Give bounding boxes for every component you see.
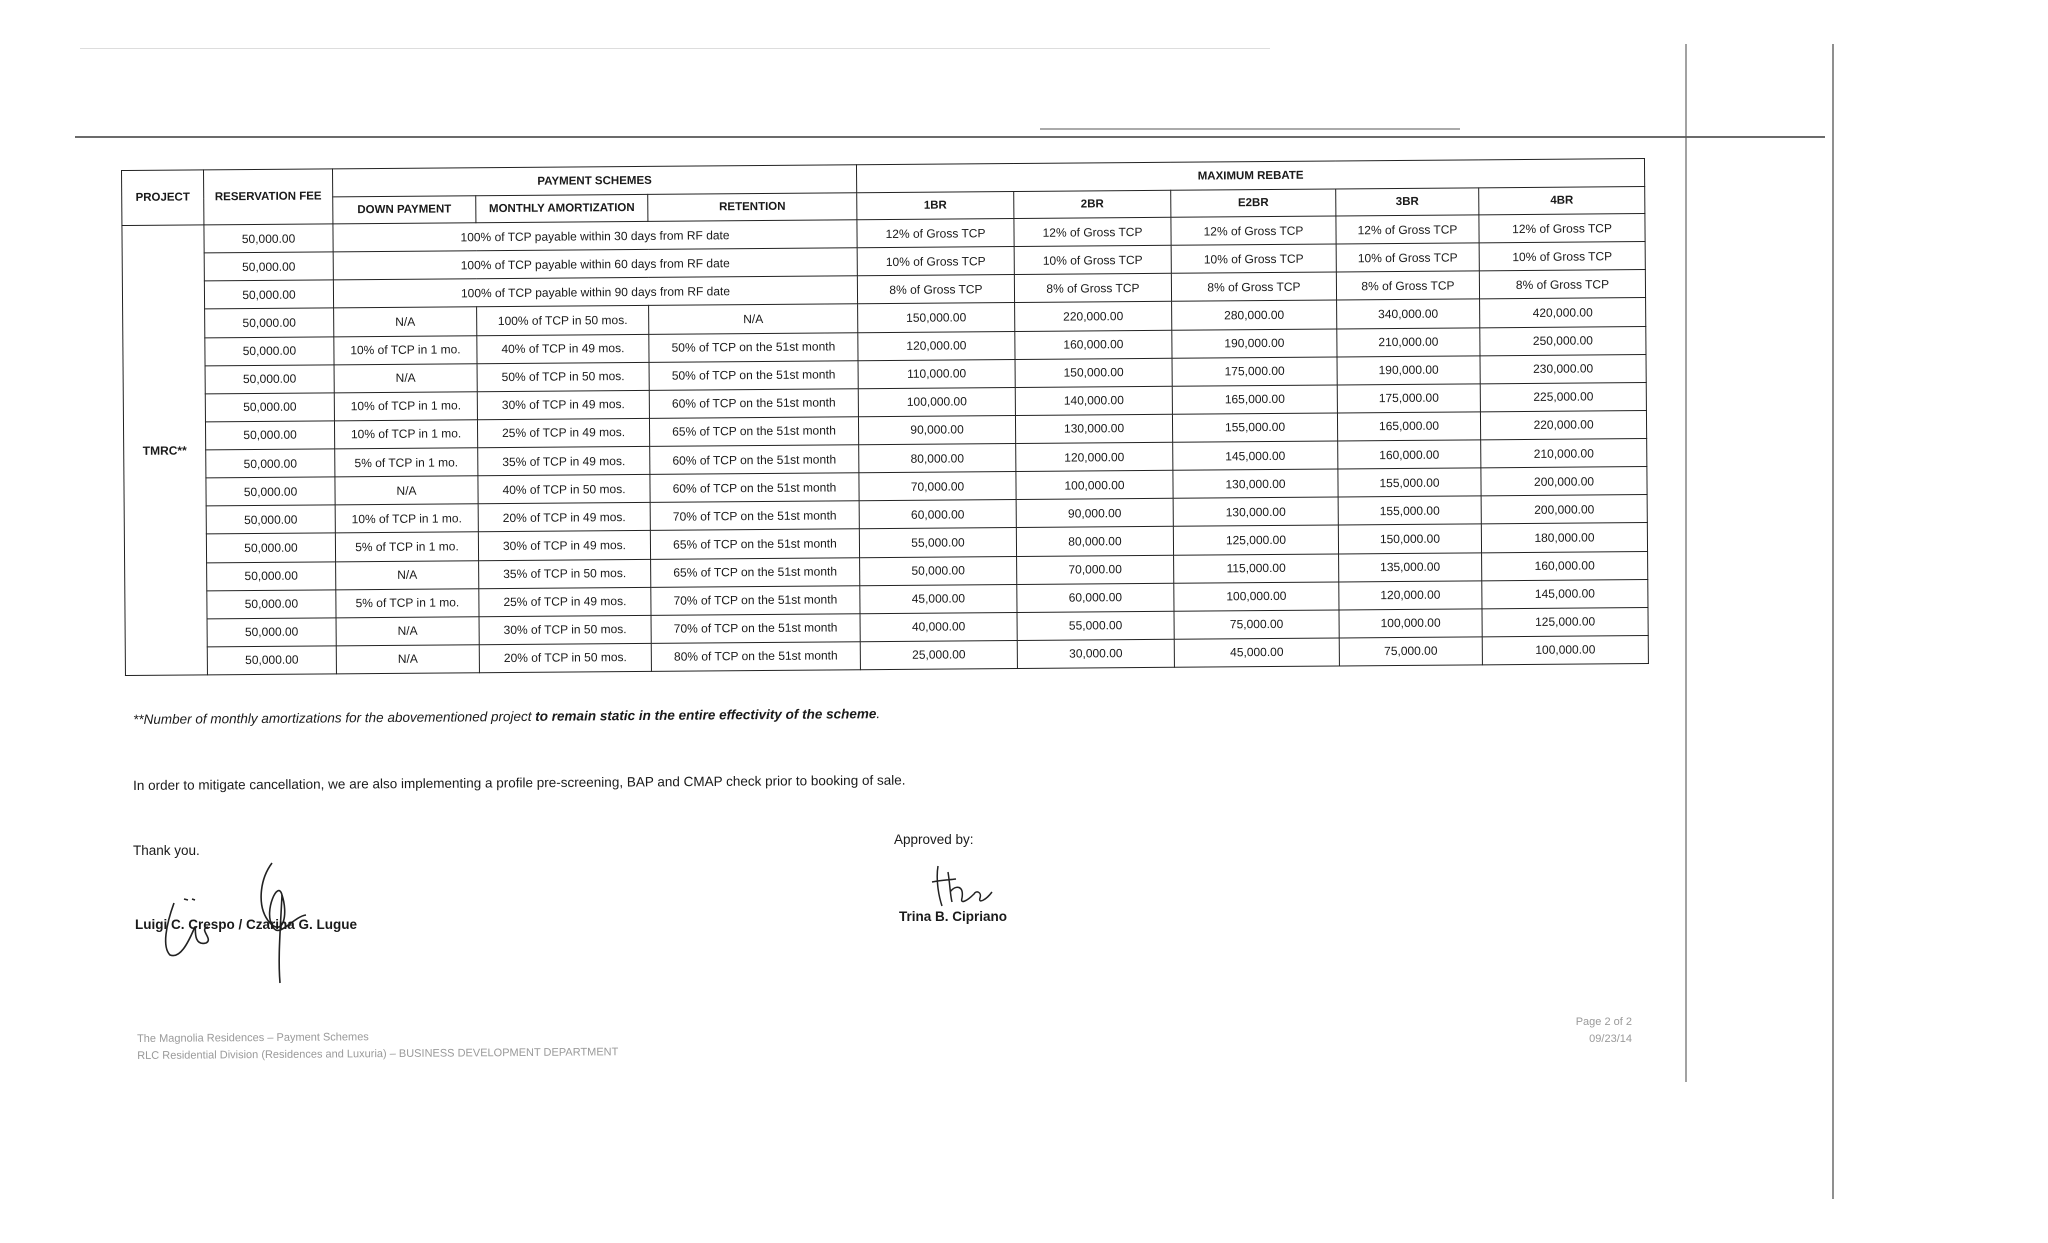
retention-cell: 70% of TCP on the 51st month [651,585,860,615]
reservation-fee-cell: 50,000.00 [206,449,335,478]
down-payment-cell: 10% of TCP in 1 mo. [334,420,477,449]
rebate-cell: 8% of Gross TCP [1336,271,1479,300]
rebate-cell: 145,000.00 [1482,579,1648,608]
project-header: PROJECT [122,170,204,226]
amortization-cell: 100% of TCP in 50 mos. [477,306,649,335]
reservation-fee-cell: 50,000.00 [205,336,334,365]
rebate-cell: 225,000.00 [1480,382,1646,411]
rebate-cell: 145,000.00 [1173,441,1338,470]
payment-schemes-table-wrap [121,158,1648,676]
rebate-cell: 155,000.00 [1172,413,1337,442]
rebate-cell: 10% of Gross TCP [1336,243,1479,272]
reservation-fee-cell: 50,000.00 [207,589,336,618]
retention-cell: 60% of TCP on the 51st month [649,388,858,418]
retention-cell: 50% of TCP on the 51st month [649,360,858,390]
reservation-fee-header: RESERVATION FEE [204,169,333,225]
note-suffix: . [876,706,881,722]
rebate-cell: 175,000.00 [1337,384,1480,413]
reservation-fee-cell: 50,000.00 [205,393,334,422]
rebate-cell: 60,000.00 [859,500,1016,529]
rebate-cell: 130,000.00 [1015,414,1172,443]
rebate-cell: 250,000.00 [1480,326,1646,355]
rebate-cell: 80,000.00 [1016,527,1173,556]
document-date: 09/23/14 [1589,1033,1632,1045]
rebate-cell: 125,000.00 [1173,525,1338,554]
unit-header-1br: 1BR [857,191,1014,219]
footer-line-1: The Magnolia Residences – Payment Schemes [137,1031,369,1045]
footer-line-2: RLC Residential Division (Residences and Luxuria) – BUSINESS DEVELOPMENT DEPARTMENT [137,1046,619,1062]
rebate-cell: 230,000.00 [1480,354,1646,383]
rebate-cell: 120,000.00 [858,331,1015,360]
reservation-fee-cell: 50,000.00 [204,224,333,253]
rebate-cell: 220,000.00 [1480,410,1646,439]
retention-cell: 70% of TCP on the 51st month [651,613,860,643]
rebate-cell: 8% of Gross TCP [1171,272,1336,301]
rebate-cell: 30,000.00 [1017,639,1174,668]
top-rule-overlap [1040,128,1460,130]
closing-text: Thank you. [133,843,200,858]
rebate-cell: 190,000.00 [1337,355,1480,384]
down-payment-cell: N/A [336,560,479,589]
down-payment-header: DOWN PAYMENT [333,196,476,224]
unit-header-3br: 3BR [1336,188,1479,216]
rebate-cell: 70,000.00 [859,472,1016,501]
signature-cipriano [930,862,1010,912]
rebate-cell: 340,000.00 [1337,299,1480,328]
rebate-cell: 8% of Gross TCP [1479,270,1645,299]
amortization-cell: 50% of TCP in 50 mos. [477,362,649,391]
rebate-cell: 200,000.00 [1481,467,1647,496]
down-payment-cell: 10% of TCP in 1 mo. [334,391,477,420]
rebate-cell: 150,000.00 [1338,524,1481,553]
retention-cell: 60% of TCP on the 51st month [650,473,859,503]
rebate-cell: 280,000.00 [1172,300,1337,329]
rebate-cell: 125,000.00 [1482,607,1648,636]
rebate-cell: 55,000.00 [1017,611,1174,640]
rebate-cell: 40,000.00 [860,612,1017,641]
rebate-cell: 70,000.00 [1017,555,1174,584]
rebate-cell: 110,000.00 [858,359,1015,388]
rebate-cell: 8% of Gross TCP [1014,274,1171,303]
reservation-fee-cell: 50,000.00 [204,280,333,309]
rebate-cell: 10% of Gross TCP [1479,242,1645,271]
rebate-cell: 130,000.00 [1173,497,1338,526]
rebate-cell: 160,000.00 [1338,440,1481,469]
rebate-cell: 120,000.00 [1339,580,1482,609]
rebate-cell: 45,000.00 [860,584,1017,613]
down-payment-cell: 10% of TCP in 1 mo. [335,504,478,533]
rebate-cell: 100,000.00 [1482,635,1648,664]
rebate-cell: 100,000.00 [1339,609,1482,638]
retention-cell: 70% of TCP on the 51st month [650,501,859,531]
approved-by-label: Approved by: [894,832,974,847]
page-number: Page 2 of 2 [1575,1016,1632,1028]
rebate-cell: 150,000.00 [1015,358,1172,387]
down-payment-cell: N/A [336,616,479,645]
rebate-cell: 180,000.00 [1481,523,1647,552]
rebate-cell: 12% of Gross TCP [1479,214,1645,243]
amortization-cell: 35% of TCP in 49 mos. [478,446,650,475]
monthly-amortization-header: MONTHLY AMORTIZATION [476,194,648,222]
reservation-fee-cell: 50,000.00 [207,646,336,675]
amortization-cell: 40% of TCP in 50 mos. [478,474,650,503]
amortization-cell: 30% of TCP in 49 mos. [478,531,650,560]
amortization-cell: 30% of TCP in 49 mos. [477,390,649,419]
rebate-cell: 10% of Gross TCP [1171,244,1336,273]
signer-names-left: Luigi C. Crespo / Czarina G. Lugue [135,917,358,932]
rebate-cell: 135,000.00 [1339,552,1482,581]
rebate-cell: 140,000.00 [1015,386,1172,415]
reservation-fee-cell: 50,000.00 [207,561,336,590]
retention-header: RETENTION [648,193,857,222]
rebate-cell: 75,000.00 [1174,610,1339,639]
amortization-cell: 40% of TCP in 49 mos. [477,334,649,363]
retention-cell: 80% of TCP on the 51st month [651,642,860,672]
rebate-cell: 12% of Gross TCP [1171,216,1336,245]
top-rule [75,136,1825,138]
rebate-cell: 50,000.00 [860,556,1017,585]
rebate-cell: 12% of Gross TCP [857,218,1014,247]
footer-document-info [137,1027,618,1065]
rebate-cell: 155,000.00 [1338,496,1481,525]
rebate-cell: 160,000.00 [1482,551,1648,580]
amortization-cell: 25% of TCP in 49 mos. [479,587,651,616]
faint-scan-line [80,48,1270,49]
payment-schemes-table [121,158,1649,676]
rebate-cell: 12% of Gross TCP [1014,217,1171,246]
rebate-cell: 165,000.00 [1337,412,1480,441]
unit-header-2br: 2BR [1014,190,1171,218]
retention-cell: 60% of TCP on the 51st month [650,445,859,475]
rebate-cell: 165,000.00 [1172,385,1337,414]
amortization-cell: 35% of TCP in 50 mos. [479,559,651,588]
rebate-cell: 100,000.00 [1174,582,1339,611]
note-prefix: **Number of monthly amortizations for the abovementioned project [133,708,536,727]
rebate-cell: 25,000.00 [860,640,1017,669]
rebate-cell: 190,000.00 [1172,328,1337,357]
reservation-fee-cell: 50,000.00 [207,618,336,647]
payment-schemes-header: PAYMENT SCHEMES [332,165,856,197]
rebate-cell: 210,000.00 [1337,327,1480,356]
unit-header-4br: 4BR [1479,187,1645,215]
rebate-cell: 220,000.00 [1015,302,1172,331]
payment-scheme-cell: 100% of TCP payable within 30 days from RF date [333,220,857,252]
scan-edge-line [1685,44,1687,1082]
rebate-cell: 75,000.00 [1339,637,1482,666]
retention-cell: N/A [649,304,858,334]
amortization-cell: 20% of TCP in 50 mos. [479,643,651,672]
rebate-cell: 60,000.00 [1017,583,1174,612]
rebate-cell: 420,000.00 [1480,298,1646,327]
rebate-cell: 210,000.00 [1481,439,1647,468]
down-payment-cell: N/A [335,476,478,505]
footer-page-info [1570,1014,1632,1048]
down-payment-cell: 5% of TCP in 1 mo. [335,532,478,561]
rebate-cell: 175,000.00 [1172,357,1337,386]
retention-cell: 50% of TCP on the 51st month [649,332,858,362]
rebate-cell: 100,000.00 [858,387,1015,416]
down-payment-cell: 5% of TCP in 1 mo. [336,588,479,617]
signer-name-right: Trina B. Cipriano [899,909,1008,924]
scan-page-edge [1832,44,1834,1199]
amortization-cell: 30% of TCP in 50 mos. [479,615,651,644]
project-name-cell: TMRC** [122,225,208,676]
maximum-rebate-header: MAXIMUM REBATE [856,159,1644,193]
down-payment-cell: N/A [334,363,477,392]
rebate-cell: 100,000.00 [1016,470,1173,499]
reservation-fee-cell: 50,000.00 [205,308,334,337]
rebate-cell: 8% of Gross TCP [857,275,1014,304]
rebate-cell: 155,000.00 [1338,468,1481,497]
reservation-fee-cell: 50,000.00 [205,364,334,393]
rebate-cell: 90,000.00 [858,415,1015,444]
payment-scheme-cell: 100% of TCP payable within 90 days from RF date [333,276,857,308]
down-payment-cell: 5% of TCP in 1 mo. [335,448,478,477]
rebate-cell: 10% of Gross TCP [857,247,1014,276]
rebate-cell: 45,000.00 [1174,638,1339,667]
rebate-cell: 120,000.00 [1016,442,1173,471]
payment-scheme-cell: 100% of TCP payable within 60 days from RF date [333,248,857,280]
rebate-cell: 150,000.00 [858,303,1015,332]
rebate-cell: 200,000.00 [1481,495,1647,524]
down-payment-cell: N/A [336,645,479,674]
retention-cell: 65% of TCP on the 51st month [650,529,859,559]
rebate-cell: 12% of Gross TCP [1336,215,1479,244]
rebate-cell: 160,000.00 [1015,330,1172,359]
retention-cell: 65% of TCP on the 51st month [651,557,860,587]
down-payment-cell: N/A [334,307,477,336]
rebate-cell: 130,000.00 [1173,469,1338,498]
note-emphasis: to remain static in the entire effectivity of the scheme [535,706,877,724]
down-payment-cell: 10% of TCP in 1 mo. [334,335,477,364]
mitigation-paragraph: In order to mitigate cancellation, we are also implementing a profile pre-screening, BAP and CMAP check prior to booking of sale. [133,772,906,793]
rebate-cell: 55,000.00 [859,528,1016,557]
rebate-cell: 10% of Gross TCP [1014,245,1171,274]
rebate-cell: 80,000.00 [859,443,1016,472]
reservation-fee-cell: 50,000.00 [206,477,335,506]
amortization-cell: 25% of TCP in 49 mos. [477,418,649,447]
unit-header-e2br: E2BR [1171,189,1336,217]
reservation-fee-cell: 50,000.00 [204,252,333,281]
rebate-cell: 115,000.00 [1174,553,1339,582]
rebate-cell: 90,000.00 [1016,498,1173,527]
reservation-fee-cell: 50,000.00 [205,421,334,450]
reservation-fee-cell: 50,000.00 [206,533,335,562]
amortization-cell: 20% of TCP in 49 mos. [478,503,650,532]
retention-cell: 65% of TCP on the 51st month [649,417,858,447]
reservation-fee-cell: 50,000.00 [206,505,335,534]
